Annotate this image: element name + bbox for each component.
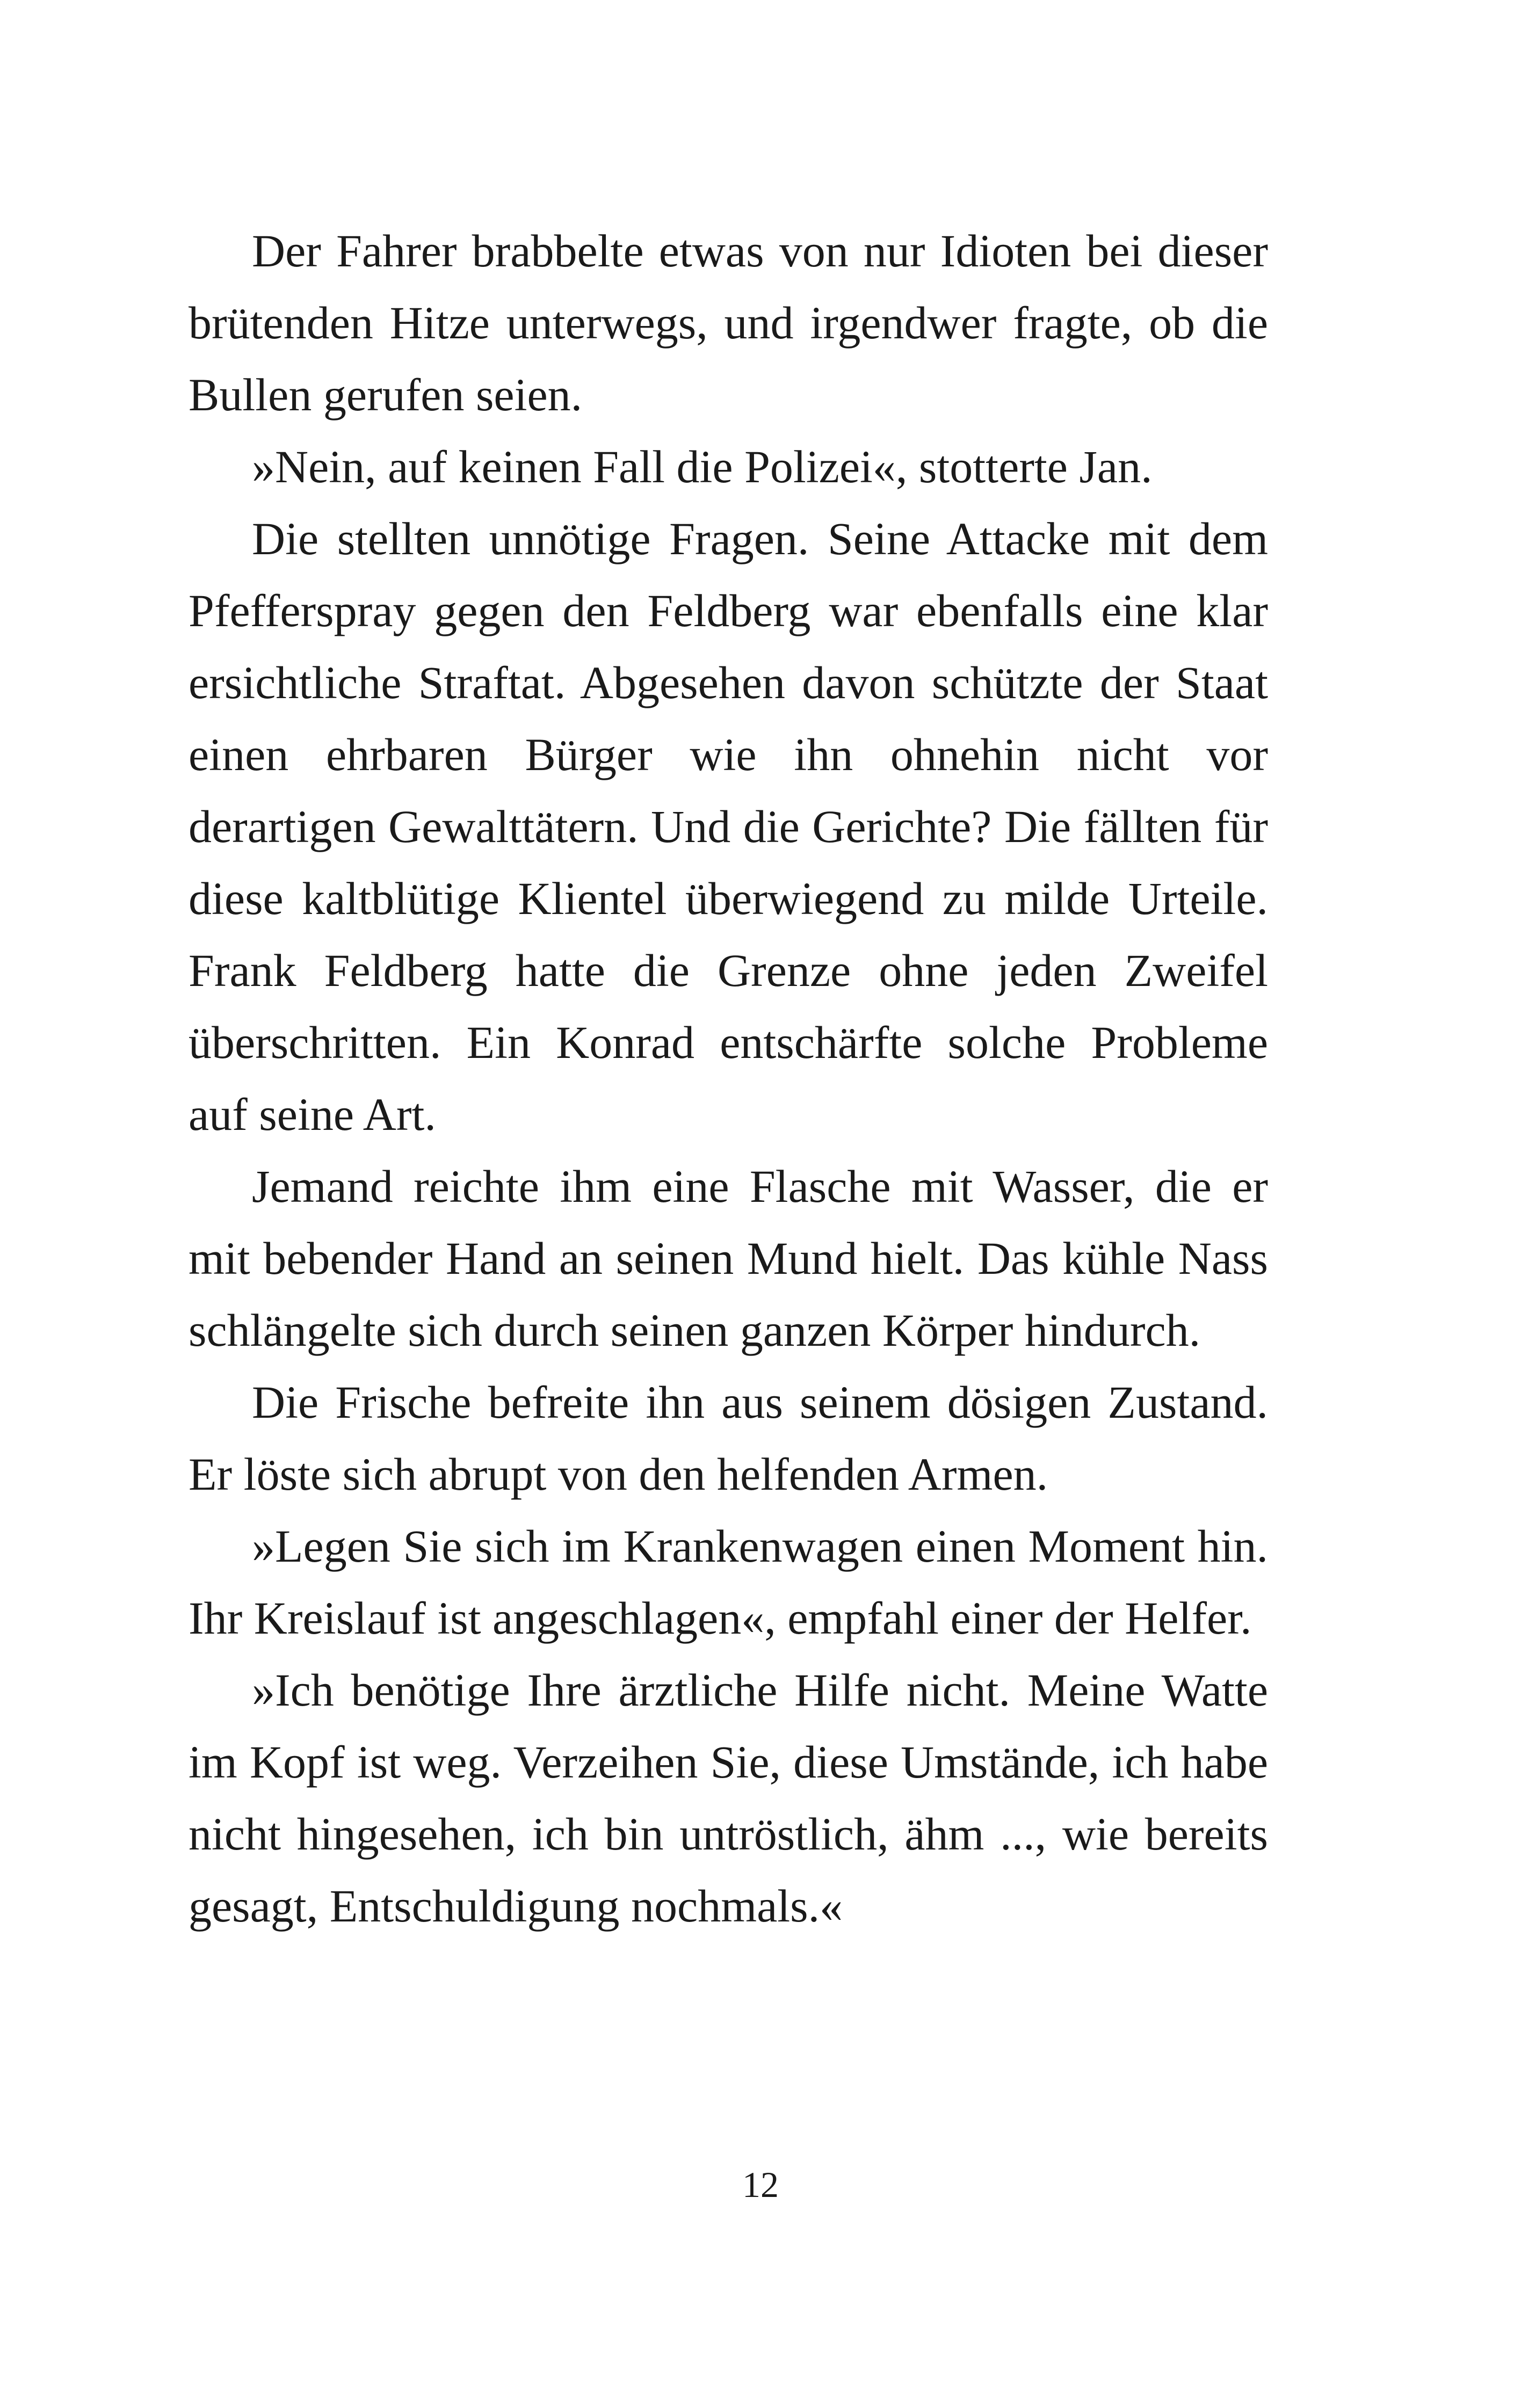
paragraph-7: »Ich benötige Ihre ärztliche Hilfe nicht. Meine Watte im Kopf ist weg. Verzeihen Sie, diese Umstände, ich habe nicht hingesehen, ich bin untröstlich, ähm ..., wie bereits gesagt, Entschuldigung nochmals.«	[189, 1664, 1268, 1932]
body-text	[189, 215, 1268, 1942]
paragraph-1: Der Fahrer brabbelte etwas von nur Idioten bei dieser brütenden Hitze unterwegs, und irgendwer fragte, ob die Bullen gerufen seien.	[189, 225, 1268, 420]
page-number: 12	[742, 2164, 779, 2205]
paragraph-6: »Legen Sie sich im Krankenwagen einen Moment hin. Ihr Kreislauf ist angeschlagen«, empfahl einer der Helfer.	[189, 1520, 1268, 1644]
paragraph-3: Die stellten unnötige Fragen. Seine Attacke mit dem Pfefferspray gegen den Feldberg war ebenfalls eine klar ersichtliche Straftat. Abgesehen davon schützte der Staat einen ehrbaren Bürger wie ihn ohnehin nicht vor derartigen Gewalttätern. Und die Gerichte? Die fällten für diese kaltblütige Klientel überwiegend zu milde Urteile. Frank Feldberg hatte die Grenze ohne jeden Zweifel überschritten. Ein Konrad entschärfte solche Probleme auf seine Art.	[189, 513, 1268, 1140]
paragraph-5: Die Frische befreite ihn aus seinem dösigen Zustand. Er löste sich abrupt von den helfenden Armen.	[189, 1376, 1268, 1500]
paragraph-4: Jemand reichte ihm eine Flasche mit Wasser, die er mit bebender Hand an seinen Mund hielt. Das kühle Nass schlängelte sich durch seinen ganzen Körper hindurch.	[189, 1161, 1268, 1356]
paragraph-2: »Nein, auf keinen Fall die Polizei«, stotterte Jan.	[252, 441, 1153, 492]
